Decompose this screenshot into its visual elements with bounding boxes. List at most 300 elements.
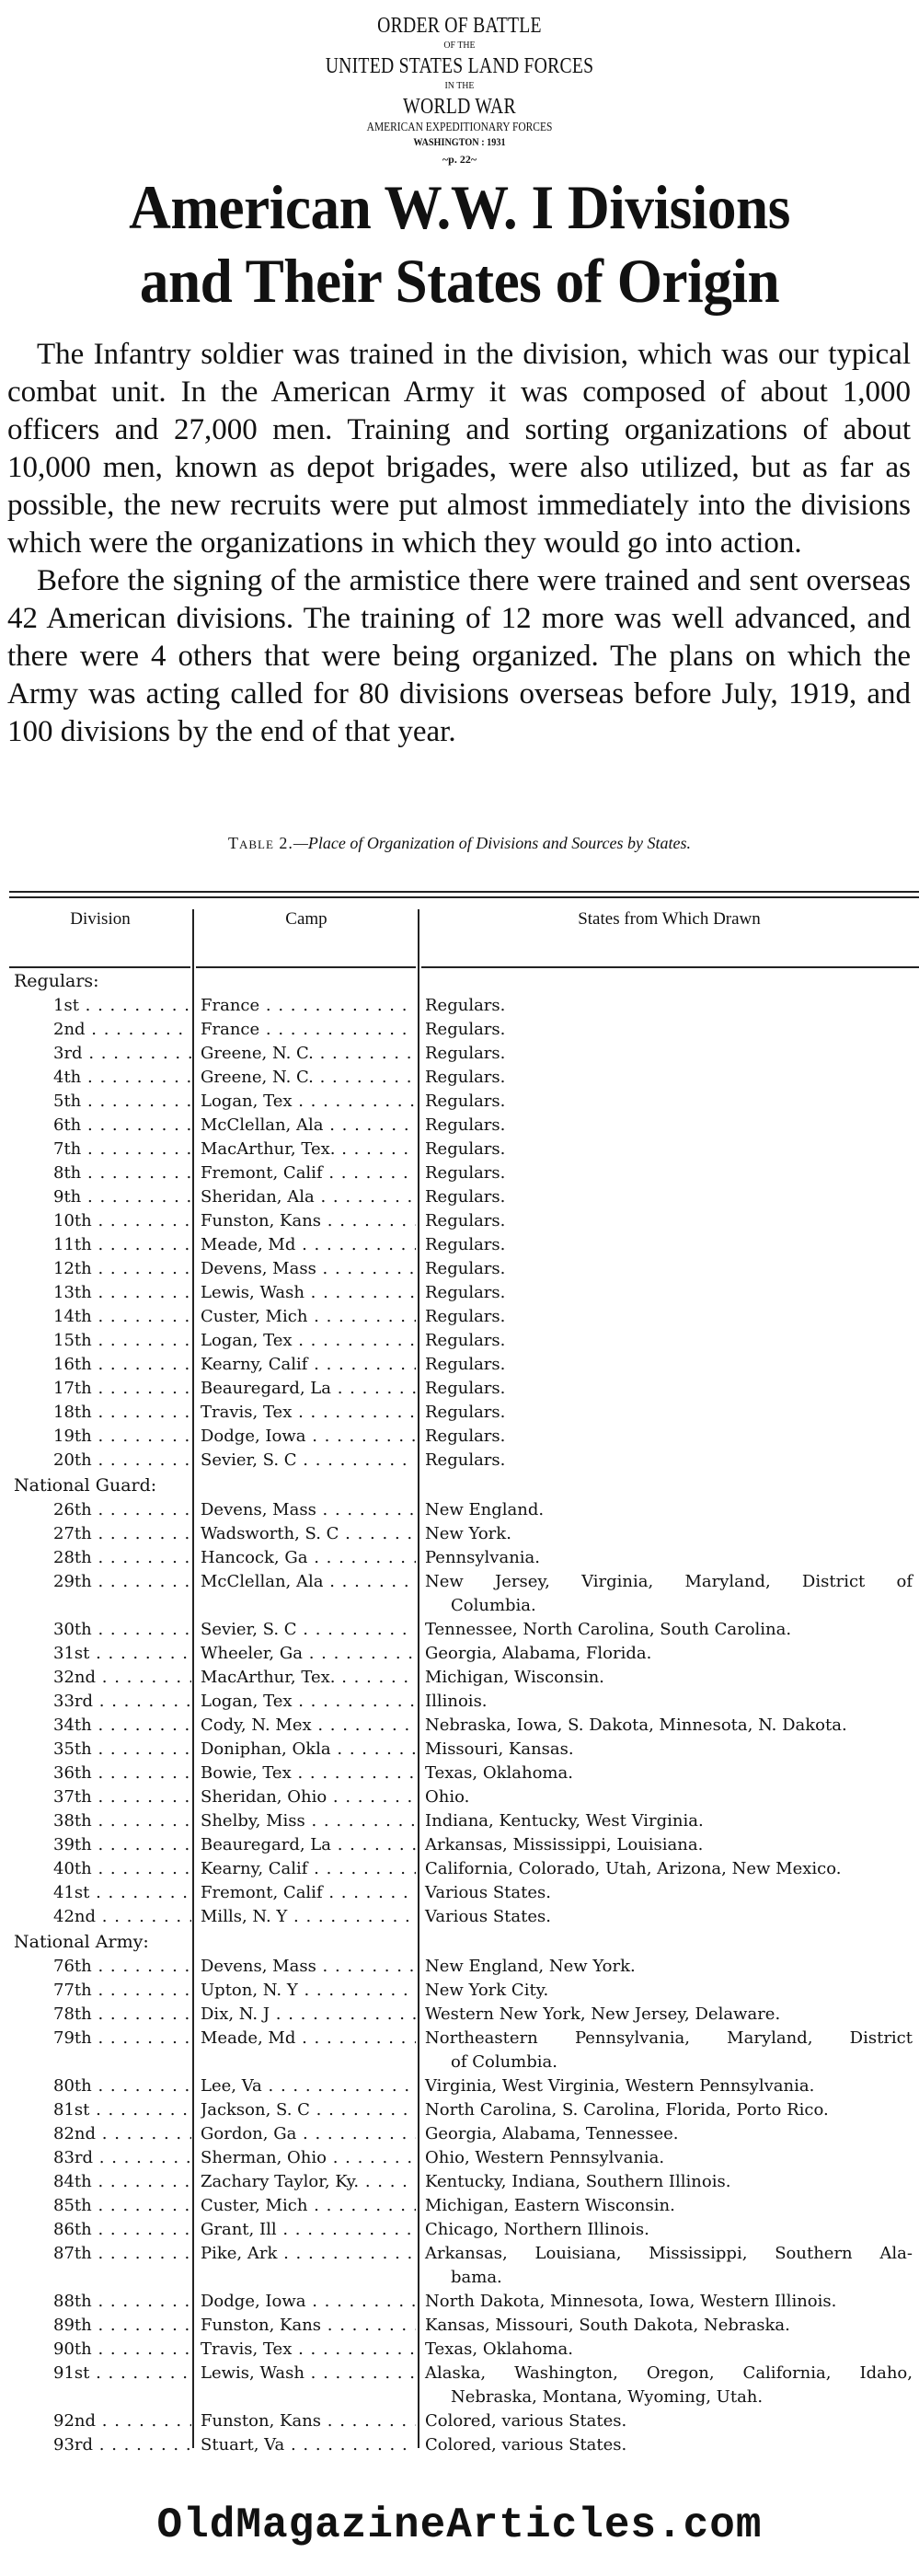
page-title [32,170,887,318]
division-cell: 35th . . . [53,1738,191,1762]
camp-cell: Travis, Tex . . . [201,2338,416,2362]
table-row [0,1401,919,1425]
division-cell: 13th . . . [53,1281,191,1305]
states-cell [425,1522,913,1546]
camp-cell: Dix, N. J . . . [201,2003,416,2027]
states-cell [425,1881,913,1905]
states-text: Colored, various States. [425,2411,627,2431]
table-row [0,1425,919,1449]
table-row [0,2409,919,2433]
masthead-forces: AMERICAN EXPEDITIONARY FORCES [366,120,553,133]
states-text: Nebraska, Iowa, S. Dakota, Minnesota, N. Dakota. [425,1715,847,1735]
states-text: Georgia, Alabama, Florida. [425,1644,652,1663]
division-cell: 92nd . . . [53,2409,191,2433]
states-cell [425,2338,913,2362]
table-row [0,2433,919,2457]
states-cell [425,1257,913,1281]
states-text: Regulars. [425,1044,506,1063]
division-cell: 39th . . . [53,1833,191,1857]
camp-cell: Devens, Mass . . . [201,1955,416,1979]
states-cell [425,2122,913,2146]
division-cell: 10th . . . [53,1209,191,1233]
states-cell [425,1233,913,1257]
masthead-war: WORLD WAR [403,95,516,119]
table-section-heading: National Army: [14,1932,149,1952]
table-row [0,1642,919,1666]
states-cell [425,2242,913,2290]
camp-cell: Meade, Md . . . [201,2027,416,2050]
table-row [0,2242,919,2290]
table-section-heading: National Guard: [14,1475,157,1496]
table-row [0,2027,919,2074]
states-text: Regulars. [425,1450,506,1470]
page-title-line-2: and Their States of Origin [139,246,780,316]
states-cell [425,1955,913,1979]
states-cell [425,2218,913,2242]
states-text: Regulars. [425,1307,506,1326]
states-cell [425,1209,913,1233]
table-row [0,1329,919,1353]
table-row [0,1257,919,1281]
camp-cell: Sherman, Ohio . . . [201,2146,416,2170]
table-row [0,2314,919,2338]
table-row [0,1881,919,1905]
states-text: California, Colorado, Utah, Arizona, New Mexico. [425,1859,842,1878]
states-cell [425,2170,913,2194]
table-row [0,1570,919,1618]
camp-cell: Sheridan, Ala . . . [201,1185,416,1209]
camp-cell: Greene, N. C. . . . [201,1066,416,1090]
page-title-line-1: American W.W. I Divisions [129,172,790,242]
table-rule-top-2 [9,896,919,898]
division-cell: 81st . . . [53,2098,191,2122]
table-row [0,1209,919,1233]
camp-cell: McClellan, Ala . . . [201,1114,416,1138]
table-row [0,1498,919,1522]
division-cell: 27th . . . [53,1522,191,1546]
states-text: Missouri, Kansas. [425,1739,574,1759]
division-cell: 78th . . . [53,2003,191,2027]
states-cell [425,1642,913,1666]
states-text: Chicago, Northern Illinois. [425,2220,649,2239]
division-cell: 8th . . . [53,1161,191,1185]
camp-cell: Sheridan, Ohio . . . [201,1785,416,1809]
camp-cell: Kearny, Calif . . . [201,1857,416,1881]
table-row [0,1161,919,1185]
divisions-table [0,891,919,2455]
states-text: Arkansas, Mississippi, Louisiana. [425,1835,704,1854]
states-text: Michigan, Wisconsin. [425,1668,604,1687]
table-rule-top [9,891,919,893]
states-cell [425,2314,913,2338]
division-cell: 77th . . . [53,1979,191,2003]
header-camp: Camp [285,909,327,929]
camp-cell: Shelby, Miss . . . [201,1809,416,1833]
states-cell [425,2027,913,2074]
states-text: Western New York, New Jersey, Delaware. [425,2004,781,2024]
states-cell [425,2074,913,2098]
states-text: North Dakota, Minnesota, Iowa, Western Illinois. [425,2292,837,2311]
states-text: Regulars. [425,1259,506,1278]
division-cell: 33rd . . . [53,1690,191,1714]
states-cell [425,1666,913,1690]
division-cell: 17th . . . [53,1377,191,1401]
division-cell: 90th . . . [53,2338,191,2362]
camp-cell: Jackson, S. C . . . [201,2098,416,2122]
division-cell: 79th . . . [53,2027,191,2050]
division-cell: 82nd . . . [53,2122,191,2146]
states-cell [425,1714,913,1738]
states-cell [425,1114,913,1138]
states-text-continued: Columbia. [451,1596,536,1615]
masthead-imprint: WASHINGTON : 1931 [413,134,506,148]
table-row [0,2290,919,2314]
states-text: Colored, various States. [425,2435,627,2455]
camp-cell: Lee, Va . . . [201,2074,416,2098]
table-row [0,1449,919,1473]
paragraph: The Infantry soldier was trained in the division, which was our typical combat unit. In the American Army it was composed of about 1,000 officers and 27,000 men. Training and sorting organizations of about 10,000 men, known as depot brigades, were also utilized, but as far as possible, the new recruits were put almost immediately into the divisions which were the organizations in which they would go into action. [7,338,911,560]
states-text: Various States. [425,1883,551,1902]
table-row [0,1666,919,1690]
camp-cell: Devens, Mass . . . [201,1498,416,1522]
states-text: Indiana, Kentucky, West Virginia. [425,1811,704,1831]
states-cell [425,1498,913,1522]
states-text: Virginia, West Virginia, Western Pennsylvania. [425,2076,815,2096]
division-cell: 14th . . . [53,1305,191,1329]
page-number: ~p. 22~ [442,152,477,166]
states-text: Arkansas, Louisiana, Mississippi, Southern Ala- [425,2244,913,2263]
division-cell: 41st . . . [53,1881,191,1905]
table-row [0,1090,919,1114]
division-cell: 42nd . . . [53,1905,191,1929]
states-text: Regulars. [425,1139,506,1159]
states-cell [425,1618,913,1642]
states-cell [425,2409,913,2433]
states-text: Northeastern Pennsylvania, Maryland, District [425,2028,913,2048]
table-row [0,1809,919,1833]
division-cell: 31st . . . [53,1642,191,1666]
states-cell [425,1161,913,1185]
division-cell: 30th . . . [53,1618,191,1642]
camp-cell: Custer, Mich . . . [201,2194,416,2218]
division-cell: 40th . . . [53,1857,191,1881]
states-text: Regulars. [425,1355,506,1374]
division-cell: 2nd . . . [53,1018,191,1042]
division-cell: 87th . . . [53,2242,191,2266]
states-cell [425,1018,913,1042]
table-row [0,1018,919,1042]
division-cell: 89th . . . [53,2314,191,2338]
camp-cell: Grant, Ill . . . [201,2218,416,2242]
states-cell [425,1185,913,1209]
camp-cell: Upton, N. Y . . . [201,1979,416,2003]
table-row [0,1185,919,1209]
masthead-of-the: OF THE [443,40,476,51]
table-row [0,1305,919,1329]
division-cell: 6th . . . [53,1114,191,1138]
camp-cell: Beauregard, La . . . [201,1833,416,1857]
table-row [0,1955,919,1979]
division-cell: 11th . . . [53,1233,191,1257]
states-text: Ohio. [425,1787,470,1807]
table-row [0,1905,919,1929]
states-text: Regulars. [425,1235,506,1254]
division-cell: 9th . . . [53,1185,191,1209]
states-text: Tennessee, North Carolina, South Carolina. [425,1620,792,1639]
states-cell [425,994,913,1018]
states-text: Regulars. [425,1068,506,1087]
table-row [0,2122,919,2146]
camp-cell: Gordon, Ga . . . [201,2122,416,2146]
division-cell: 86th . . . [53,2218,191,2242]
camp-cell: Funston, Kans . . . [201,1209,416,1233]
states-text: New Jersey, Virginia, Maryland, District of [425,1572,913,1591]
camp-cell: Funston, Kans . . . [201,2314,416,2338]
division-cell: 76th . . . [53,1955,191,1979]
states-cell [425,2290,913,2314]
camp-cell: Doniphan, Okla . . . [201,1738,416,1762]
table-row [0,1738,919,1762]
masthead [0,13,919,165]
division-cell: 38th . . . [53,1809,191,1833]
states-cell [425,1690,913,1714]
camp-cell: Meade, Md . . . [201,1233,416,1257]
states-text: New York City. [425,1981,549,2000]
table-section-heading: Regulars: [14,971,99,991]
table-row [0,994,919,1018]
camp-cell: Mills, N. Y . . . [201,1905,416,1929]
division-cell: 4th . . . [53,1066,191,1090]
states-text: Regulars. [425,1020,506,1039]
division-cell: 28th . . . [53,1546,191,1570]
states-text: Pennsylvania. [425,1548,541,1567]
camp-cell: Pike, Ark . . . [201,2242,416,2266]
states-text: New England, New York. [425,1957,636,1976]
table-row [0,1233,919,1257]
states-text: Regulars. [425,1187,506,1207]
table-caption-text: —Place of Organization of Divisions and Sources by States. [293,834,692,852]
states-cell [425,2003,913,2027]
states-cell [425,1042,913,1066]
table-caption-label: Table 2. [227,834,293,852]
camp-cell: Wadsworth, S. C . . . [201,1522,416,1546]
camp-cell: Lewis, Wash . . . [201,2362,416,2385]
camp-cell: Greene, N. C. . . . [201,1042,416,1066]
camp-cell: Dodge, Iowa . . . [201,2290,416,2314]
division-cell: 1st . . . [53,994,191,1018]
states-text: Georgia, Alabama, Tennessee. [425,2124,679,2143]
header-states: States from Which Drawn [578,909,761,929]
states-text: Regulars. [425,1092,506,1111]
paragraph: Before the signing of the armistice there were trained and sent overseas 42 American divisions. The training of 12 more was well advanced, and there were 4 others that were being organized. The plans on which the Army was acting called for 80 divisions overseas before July, 1919, and 100 divisions by the end of that year. [7,564,911,748]
table-row [0,2098,919,2122]
division-cell: 91st . . . [53,2362,191,2385]
table-row [0,1114,919,1138]
table-row [0,1353,919,1377]
states-text: Texas, Oklahoma. [425,2339,573,2359]
states-cell [425,1905,913,1929]
table-row [0,2194,919,2218]
table-caption [0,834,919,853]
table-row [0,1690,919,1714]
camp-cell: Sevier, S. C . . . [201,1449,416,1473]
camp-cell: Bowie, Tex . . . [201,1762,416,1785]
table-row [0,1066,919,1090]
states-text: Illinois. [425,1692,488,1711]
camp-cell: Logan, Tex . . . [201,1329,416,1353]
camp-cell: Logan, Tex . . . [201,1090,416,1114]
camp-cell: Travis, Tex . . . [201,1401,416,1425]
camp-cell: McClellan, Ala . . . [201,1570,416,1594]
states-cell [425,2194,913,2218]
division-cell: 15th . . . [53,1329,191,1353]
camp-cell: Zachary Taylor, Ky. . . . [201,2170,416,2194]
division-cell: 85th . . . [53,2194,191,2218]
states-cell [425,1738,913,1762]
division-cell: 84th . . . [53,2170,191,2194]
camp-cell: Dodge, Iowa . . . [201,1425,416,1449]
article-body [7,336,911,751]
table-row [0,2170,919,2194]
division-cell: 34th . . . [53,1714,191,1738]
camp-cell: Logan, Tex . . . [201,1690,416,1714]
camp-cell: MacArthur, Tex. . . . [201,1666,416,1690]
states-cell [425,1979,913,2003]
division-cell: 26th . . . [53,1498,191,1522]
states-text-continued: of Columbia. [451,2052,557,2072]
table-row [0,1281,919,1305]
states-cell [425,1066,913,1090]
camp-cell: Beauregard, La . . . [201,1377,416,1401]
camp-cell: France . . . [201,1018,416,1042]
table-row [0,2074,919,2098]
table-row [0,1714,919,1738]
division-cell: 7th . . . [53,1138,191,1161]
division-cell: 29th . . . [53,1570,191,1594]
states-cell [425,1401,913,1425]
states-text: Regulars. [425,996,506,1015]
states-text: Kentucky, Indiana, Southern Illinois. [425,2172,731,2191]
division-cell: 36th . . . [53,1762,191,1785]
states-cell [425,1785,913,1809]
division-cell: 16th . . . [53,1353,191,1377]
states-text: North Carolina, S. Carolina, Florida, Porto Rico. [425,2100,829,2120]
states-cell [425,1281,913,1305]
table-row [0,1979,919,2003]
states-text-continued: bama. [451,2268,502,2287]
states-text: New England. [425,1500,545,1519]
states-text: Regulars. [425,1211,506,1230]
states-text: Regulars. [425,1331,506,1350]
division-cell: 18th . . . [53,1401,191,1425]
table-body [0,968,919,2457]
states-text: Ohio, Western Pennsylvania. [425,2148,665,2167]
camp-cell: Kearny, Calif . . . [201,1353,416,1377]
camp-cell: Fremont, Calif . . . [201,1881,416,1905]
states-cell [425,2362,913,2409]
masthead-in-the: IN THE [444,80,475,91]
states-cell [425,1809,913,1833]
states-text: Regulars. [425,1115,506,1135]
header-division: Division [70,909,131,929]
division-cell: 5th . . . [53,1090,191,1114]
camp-cell: Fremont, Calif . . . [201,1161,416,1185]
states-text: New York. [425,1524,511,1543]
states-cell [425,1329,913,1353]
camp-cell: MacArthur, Tex. . . . [201,1138,416,1161]
states-text: Alaska, Washington, Oregon, California, Idaho, [425,2363,913,2383]
division-cell: 88th . . . [53,2290,191,2314]
states-cell [425,1546,913,1570]
table-row [0,2146,919,2170]
masthead-subject: UNITED STATES LAND FORCES [325,54,594,78]
table-row [0,1377,919,1401]
camp-cell: France . . . [201,994,416,1018]
table-row [0,2338,919,2362]
table-row [0,1546,919,1570]
states-text: Regulars. [425,1163,506,1183]
states-cell [425,1570,913,1618]
table-row [0,2218,919,2242]
table-row [0,1857,919,1881]
states-cell [425,1449,913,1473]
camp-cell: Custer, Mich . . . [201,1305,416,1329]
camp-cell: Hancock, Ga . . . [201,1546,416,1570]
states-cell [425,2146,913,2170]
table-row [0,1762,919,1785]
table-row [0,1833,919,1857]
states-text: Michigan, Eastern Wisconsin. [425,2196,675,2215]
division-cell: 80th . . . [53,2074,191,2098]
states-cell [425,1857,913,1881]
table-row [0,1785,919,1809]
states-cell [425,2098,913,2122]
division-cell: 19th . . . [53,1425,191,1449]
states-cell [425,1833,913,1857]
states-cell [425,2433,913,2457]
table-row [0,1618,919,1642]
camp-cell: Funston, Kans . . . [201,2409,416,2433]
table-row [0,1138,919,1161]
table-row [0,2362,919,2409]
states-text-continued: Nebraska, Montana, Wyoming, Utah. [451,2387,764,2407]
division-cell: 37th . . . [53,1785,191,1809]
camp-cell: Wheeler, Ga . . . [201,1642,416,1666]
states-cell [425,1305,913,1329]
states-text: Regulars. [425,1283,506,1302]
states-cell [425,1138,913,1161]
states-text: Kansas, Missouri, South Dakota, Nebraska. [425,2316,790,2335]
states-text: Regulars. [425,1427,506,1446]
camp-cell: Stuart, Va . . . [201,2433,416,2457]
camp-cell: Lewis, Wash . . . [201,1281,416,1305]
camp-cell: Cody, N. Mex . . . [201,1714,416,1738]
states-text: Texas, Oklahoma. [425,1763,573,1783]
site-watermark: OldMagazineArticles.com [156,2501,763,2549]
table-row [0,1042,919,1066]
states-cell [425,1762,913,1785]
states-text: Regulars. [425,1403,506,1422]
states-cell [425,1377,913,1401]
table-row [0,1522,919,1546]
division-cell: 32nd . . . [53,1666,191,1690]
states-cell [425,1425,913,1449]
division-cell: 20th . . . [53,1449,191,1473]
states-text: Regulars. [425,1379,506,1398]
division-cell: 93rd . . . [53,2433,191,2457]
division-cell: 12th . . . [53,1257,191,1281]
states-cell [425,1353,913,1377]
